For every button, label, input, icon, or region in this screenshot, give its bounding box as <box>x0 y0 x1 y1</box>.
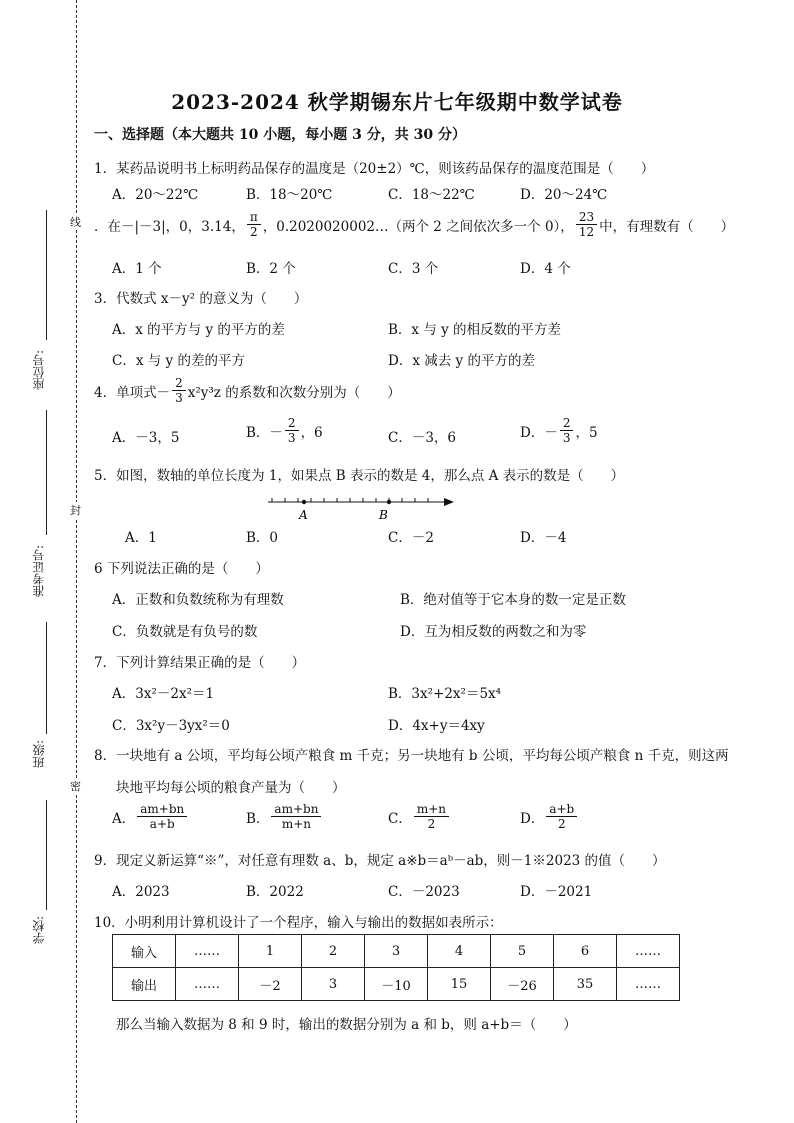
q3-option-d[interactable]: D．x 减去 y 的平方的差 <box>388 353 535 369</box>
table-cell: …… <box>176 935 239 968</box>
q8-stem-line1: 8．一块地有 a 公顷，平均每公顷产粮食 m 千克；另一块地有 b 公顷，平均每公顷产粮食 n 千克，则这两 <box>94 748 729 764</box>
q5-stem: 5．如图，数轴的单位长度为 1，如果点 B 表示的数是 4，那么点 A 表示的数是（ ） <box>94 468 625 484</box>
q8-option-b[interactable]: B． $\frac{am+bn}{m+n}$ <box>246 802 323 831</box>
q8-option-c[interactable]: C． $\frac{m+n}{2}$ <box>388 802 451 831</box>
q6-option-a[interactable]: A．正数和负数统称为有理数 <box>112 592 284 608</box>
q4-option-d[interactable]: D．－ $\frac{2}{3}$ ，5 <box>520 416 598 445</box>
q9-option-d[interactable]: D．－2021 <box>520 884 593 900</box>
q4-text-a: 4．单项式－ <box>94 384 171 401</box>
binding-dashed-line <box>76 0 77 1123</box>
q4-text-b: x²y³z 的系数和次数分别为（ ） <box>187 384 401 401</box>
q3-stem: 3．代数式 x－y² 的意义为（ ） <box>94 291 308 307</box>
table-cell: －10 <box>365 968 428 1001</box>
q4-option-b[interactable]: B．－ $\frac{2}{3}$ ，6 <box>246 416 323 445</box>
q6-stem: 6 下列说法正确的是（ ） <box>94 561 269 577</box>
q10-stem: 10．小明利用计算机设计了一个程序，输入与输出的数据如表所示： <box>94 915 503 931</box>
q7-option-d[interactable]: D．4x+y＝4xy <box>388 718 485 734</box>
q7-option-c[interactable]: C．3x²y－3yx²＝0 <box>112 718 230 734</box>
q3-option-a[interactable]: A．x 的平方与 y 的平方的差 <box>112 322 285 338</box>
q8-option-a[interactable]: A． $\frac{am+bn}{a+b}$ <box>112 802 189 831</box>
q5-option-d[interactable]: D．－4 <box>520 530 567 546</box>
exam-number-label: 准考证号: <box>32 545 46 598</box>
q2-frac-23-12: $\frac{23}{12}$ <box>576 210 597 239</box>
q1-stem: 1．某药品说明书上标明药品保存的温度是（20±2）℃，则该药品保存的温度范围是（ ） <box>94 161 655 177</box>
table-cell: …… <box>176 968 239 1001</box>
q4-stem <box>94 376 401 405</box>
exam-number-field[interactable] <box>46 410 47 535</box>
q3-option-b[interactable]: B．x 与 y 的相反数的平方差 <box>388 322 562 338</box>
q10-tail: 那么当输入数据为 8 和 9 时，输出的数据分别为 a 和 b，则 a+b＝（ ） <box>116 1017 577 1033</box>
table-cell: 35 <box>554 968 617 1001</box>
number-line-arrow <box>444 498 454 506</box>
q5-option-c[interactable]: C．－2 <box>388 530 434 546</box>
number-line-label-b: B <box>379 508 388 522</box>
q2-option-a[interactable]: A．1 个 <box>112 261 162 277</box>
table-cell: 输出 <box>113 968 176 1001</box>
binding-char-secret: 密 <box>70 780 81 793</box>
q6-option-b[interactable]: B．绝对值等于它本身的数一定是正数 <box>400 592 626 608</box>
binding-char-line: 线 <box>70 216 81 229</box>
table-cell: 4 <box>428 935 491 968</box>
q9-stem: 9．现定义新运算“※”，对任意有理数 a、b，规定 a※b＝aᵇ－ab，则－1※2023 的值（ ） <box>94 853 666 869</box>
table-cell: …… <box>617 935 680 968</box>
table-cell: …… <box>617 968 680 1001</box>
q2-frac-pi: $\frac{\pi}{2}$ <box>247 210 261 239</box>
binding-char-seal: 封 <box>70 504 81 517</box>
q2-text-b: ，0.2020020002…（两个 2 之间依次多一个 0）， <box>262 218 574 235</box>
q2-stem <box>94 210 734 239</box>
q5-option-b[interactable]: B．0 <box>246 530 279 546</box>
q7-option-a[interactable]: A．3x²－2x²＝1 <box>112 686 215 702</box>
table-cell: －26 <box>491 968 554 1001</box>
q8-stem-line2: 块地平均每公顷的粮食产量为（ ） <box>116 780 346 796</box>
q1-option-d[interactable]: D．20～24℃ <box>520 187 608 203</box>
table-cell: 5 <box>491 935 554 968</box>
number-line-figure <box>268 496 454 522</box>
table-cell: 3 <box>365 935 428 968</box>
q2-text-c: 中，有理数有（ ） <box>599 218 735 235</box>
number-line-label-a: A <box>299 508 308 522</box>
q6-option-d[interactable]: D．互为相反数的两数之和为零 <box>400 624 587 640</box>
q1-option-b[interactable]: B．18～20℃ <box>246 187 333 203</box>
q1-option-c[interactable]: C．18～22℃ <box>388 187 475 203</box>
school-field[interactable] <box>46 800 47 910</box>
school-label: 学校: <box>32 916 46 945</box>
seat-number-field[interactable] <box>46 210 47 340</box>
q7-stem: 7．下列计算结果正确的是（ ） <box>94 655 306 671</box>
q8-option-d[interactable]: D． $\frac{a+b}{2}$ <box>520 802 579 831</box>
class-label: 班级: <box>32 740 46 769</box>
q2-text-a: ．在－|－3|，0，3.14， <box>94 218 245 235</box>
number-line-point-a <box>302 500 306 504</box>
seat-number-label: 座位号: <box>32 350 46 391</box>
page-title: 2023-2024 秋学期锡东片七年级期中数学试卷 <box>171 90 623 114</box>
io-table <box>112 934 680 1001</box>
table-cell: 3 <box>302 968 365 1001</box>
q7-option-b[interactable]: B．3x²+2x²＝5x⁴ <box>388 686 502 702</box>
q3-option-c[interactable]: C．x 与 y 的差的平方 <box>112 353 245 369</box>
io-table-row-input <box>113 935 680 968</box>
table-cell: 1 <box>239 935 302 968</box>
table-cell: 6 <box>554 935 617 968</box>
io-table-row-output <box>113 968 680 1001</box>
table-cell: 输入 <box>113 935 176 968</box>
q2-option-d[interactable]: D．4 个 <box>520 261 571 277</box>
q4-frac: $\frac{2}{3}$ <box>172 376 186 405</box>
q4-option-a[interactable]: A．－3，5 <box>112 430 180 446</box>
class-field[interactable] <box>46 622 47 734</box>
q6-option-c[interactable]: C．负数就是有负号的数 <box>112 624 258 640</box>
q9-option-b[interactable]: B．2022 <box>246 884 304 900</box>
q9-option-a[interactable]: A．2023 <box>112 884 170 900</box>
number-line-point-b <box>387 500 391 504</box>
table-cell: 15 <box>428 968 491 1001</box>
section-heading: 一、选择题（本大题共 10 小题，每小题 3 分，共 30 分） <box>94 127 466 143</box>
q4-option-c[interactable]: C．－3，6 <box>388 430 457 446</box>
number-line-ticks <box>272 498 428 502</box>
table-cell: 2 <box>302 935 365 968</box>
q1-option-a[interactable]: A．20～22℃ <box>112 187 199 203</box>
q2-option-c[interactable]: C．3 个 <box>388 261 439 277</box>
q5-option-a[interactable]: A．1 <box>125 530 157 546</box>
q9-option-c[interactable]: C．－2023 <box>388 884 460 900</box>
table-cell: －2 <box>239 968 302 1001</box>
q2-option-b[interactable]: B．2 个 <box>246 261 296 277</box>
